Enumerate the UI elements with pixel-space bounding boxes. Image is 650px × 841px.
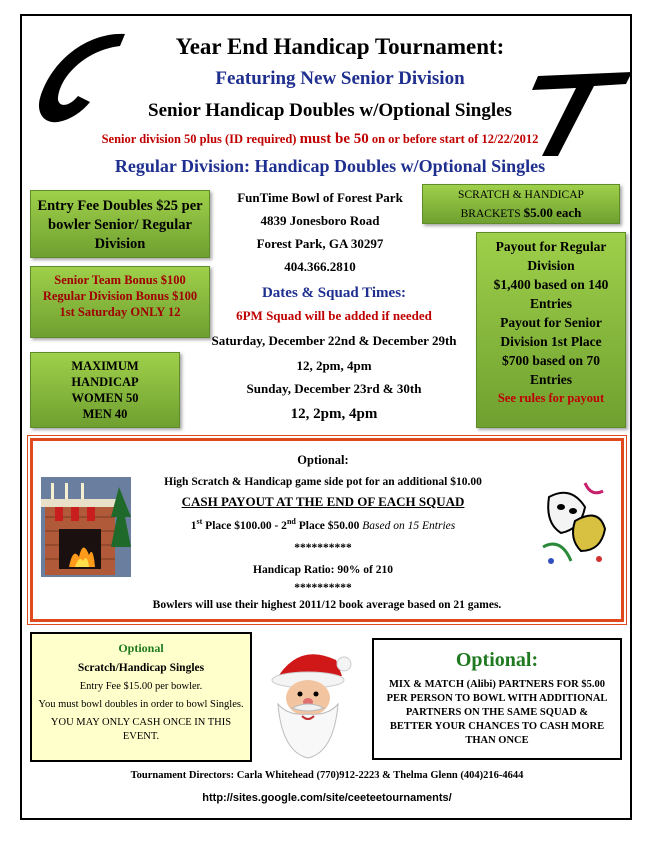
squad-sunday: Sunday, December 23rd & 30th — [246, 381, 422, 396]
mix-match-heading: Optional: — [455, 649, 539, 671]
senior-rule — [40, 131, 600, 148]
stars-divider-2: ********** — [294, 581, 352, 594]
payout-regular-title: Payout for Regular Division — [495, 239, 607, 273]
max-handicap-men: MEN 40 — [82, 407, 128, 421]
place1-sup: st — [196, 517, 203, 526]
payout-regular-entries: Entries — [530, 296, 572, 311]
based-on-entries: Based on 15 Entries — [362, 519, 456, 532]
subtitle: Featuring New Senior Division — [215, 68, 465, 89]
fireplace-image — [41, 477, 131, 577]
mix-match-text: MIX & MATCH (Alibi) PARTNERS FOR $5.00 PER PERSON TO BOWL WITH ADDITIONAL PARTNERS ON THE SAME SQUAD & BETTER YOUR CHANCES TO CASH MORE THAN ONCE — [386, 679, 608, 746]
payout-rules: See rules for payout — [497, 391, 605, 405]
place2-rest: Place $50.00 — [295, 519, 363, 532]
singles-rule: You must bowl doubles in order to bowl Singles. — [38, 699, 244, 710]
payout-senior-amount: $700 based on 70 Entries — [502, 353, 600, 387]
tournament-directors: Tournament Directors: Carla Whitehead (770)912-2223 & Thelma Glenn (404)216-4644 — [130, 770, 524, 781]
singles-box — [30, 632, 252, 762]
squad-sunday-times: 12, 2pm, 4pm — [290, 406, 378, 422]
senior-rule-part2: must be 50 — [299, 131, 369, 147]
event-title: Senior Handicap Doubles w/Optional Singles — [148, 100, 512, 121]
side-pot-line1: High Scratch & Handicap game side pot for an additional $10.00 — [164, 476, 482, 488]
squad-saturday: Saturday, December 22nd & December 29th — [211, 333, 457, 348]
venue-street: 4839 Jonesboro Road — [260, 213, 380, 228]
place1-rest: Place $100.00 - 2 — [202, 519, 287, 532]
website-link[interactable]: http://sites.google.com/site/ceeteetournaments/ — [202, 792, 452, 804]
brackets-box — [422, 184, 620, 224]
squad-note: 6PM Squad will be added if needed — [236, 308, 432, 323]
venue-phone: 404.366.2810 — [284, 259, 356, 274]
brackets-price: $5.00 each — [523, 205, 582, 220]
cash-payout-line: CASH PAYOUT AT THE END OF EACH SQUAD — [181, 494, 465, 509]
senior-bonus-box: Senior Team Bonus $100 Regular Division Bonus $100 1st Saturday ONLY 12 — [30, 266, 210, 338]
payout-regular-amount: $1,400 based on 140 — [493, 277, 609, 292]
singles-heading: Optional — [118, 641, 164, 655]
max-handicap-women: WOMEN 50 — [71, 391, 139, 405]
brackets-text: SCRATCH & HANDICAP BRACKETS — [458, 189, 584, 220]
side-pot-heading: Optional: — [297, 453, 349, 467]
squad-saturday-times: 12, 2pm, 4pm — [296, 358, 372, 373]
entry-fee-box: Entry Fee Doubles $25 per bowler Senior/ Regular Division — [30, 190, 210, 258]
venue-name: FunTime Bowl of Forest Park — [237, 190, 403, 205]
max-handicap-box — [30, 352, 180, 428]
regular-division-heading: Regular Division: Handicap Doubles w/Optional Singles — [114, 156, 546, 176]
place2-sup: nd — [286, 517, 296, 526]
side-pot-box — [30, 438, 624, 622]
venue-block — [220, 186, 420, 278]
squad-block — [184, 282, 484, 428]
singles-title: Scratch/Handicap Singles — [77, 662, 205, 674]
payout-senior-title: Payout for Senior Division 1st Place — [500, 315, 602, 349]
senior-rule-part1: Senior division 50 plus (ID required) — [101, 132, 297, 146]
handicap-ratio: Handicap Ratio: 90% of 210 — [253, 563, 393, 576]
payout-box — [476, 232, 626, 428]
max-handicap-title: MAXIMUM HANDICAP — [71, 359, 139, 389]
mix-match-box — [372, 638, 622, 760]
santa-image — [258, 642, 358, 762]
place-payout-line — [143, 511, 503, 537]
stars-divider-1: ********** — [294, 541, 352, 554]
singles-fee: Entry Fee $15.00 per bowler. — [79, 681, 203, 692]
senior-rule-part3: on or before start of 12/22/2012 — [371, 132, 539, 146]
squad-heading: Dates & Squad Times: — [261, 285, 407, 301]
singles-once: YOU MAY ONLY CASH ONCE IN THIS EVENT. — [50, 717, 232, 742]
average-note: Bowlers will use their highest 2011/12 book average based on 21 games. — [152, 599, 502, 611]
place1-num: 1 — [190, 519, 197, 532]
venue-city: Forest Park, GA 30297 — [256, 236, 384, 251]
page-title: Year End Handicap Tournament: — [175, 34, 505, 59]
party-masks-image — [541, 477, 611, 567]
